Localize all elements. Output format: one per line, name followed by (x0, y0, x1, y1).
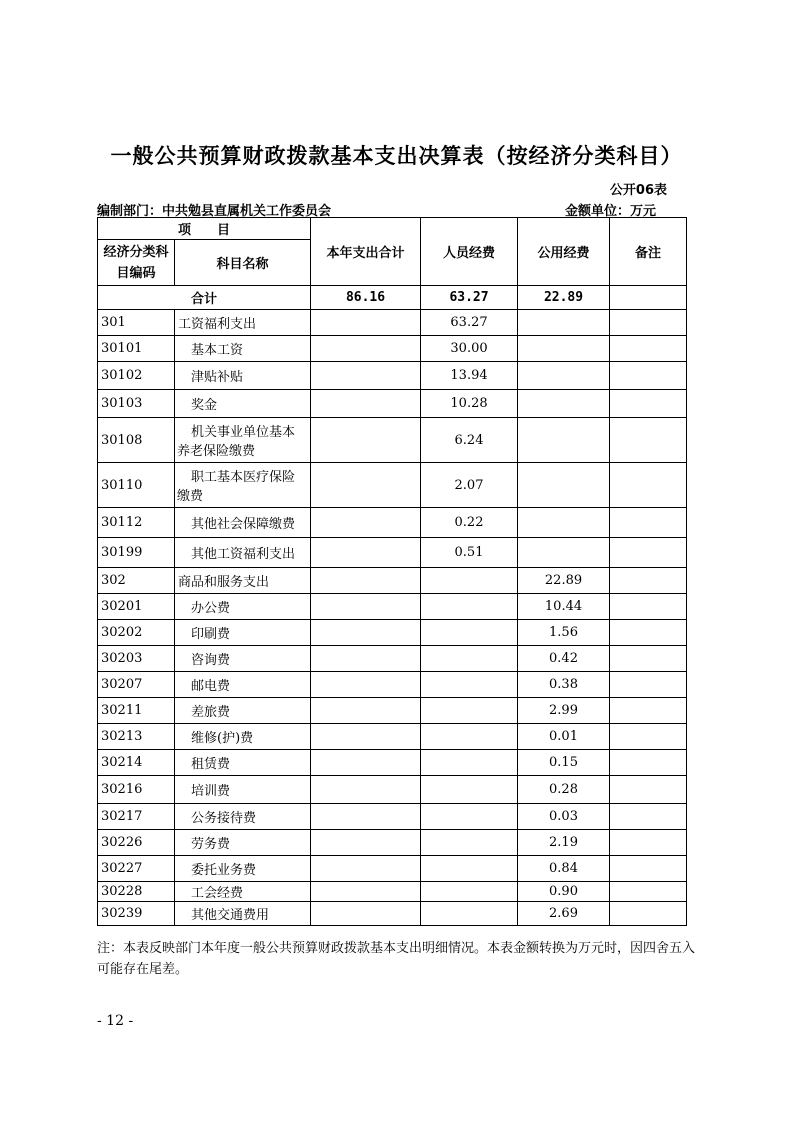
header-remark: 备注 (610, 218, 687, 286)
row-code: 30108 (98, 418, 175, 463)
row-name: 委托业务费 (175, 856, 311, 882)
table-row (98, 538, 687, 568)
row-name: 办公费 (175, 594, 311, 620)
row-code: 30217 (98, 804, 175, 830)
row-public: 0.90 (518, 882, 610, 902)
row-remark (610, 776, 687, 804)
table-row (98, 804, 687, 830)
row-remark (610, 390, 687, 418)
row-public: 22.89 (518, 568, 610, 594)
row-personnel (421, 568, 518, 594)
row-remark (610, 698, 687, 724)
row-personnel (421, 594, 518, 620)
row-personnel: 13.94 (421, 362, 518, 390)
row-public (518, 538, 610, 568)
table-row (98, 390, 687, 418)
total-public: 22.89 (518, 286, 610, 310)
table-row (98, 672, 687, 698)
header-row-1 (98, 218, 687, 240)
row-total (311, 902, 421, 926)
row-public (518, 508, 610, 538)
row-total (311, 418, 421, 463)
row-name: 商品和服务支出 (175, 568, 311, 594)
row-name: 工资福利支出 (175, 310, 311, 336)
table-row (98, 594, 687, 620)
row-code: 30214 (98, 750, 175, 776)
page-number: - 12 - (97, 1013, 134, 1029)
row-public: 0.28 (518, 776, 610, 804)
row-public: 2.19 (518, 830, 610, 856)
row-public: 0.42 (518, 646, 610, 672)
row-name: 劳务费 (175, 830, 311, 856)
table-row (98, 830, 687, 856)
department-label: 编制部门：中共勉县直属机关工作委员会 (97, 204, 332, 219)
row-code: 302 (98, 568, 175, 594)
row-name: 差旅费 (175, 698, 311, 724)
row-personnel (421, 776, 518, 804)
row-remark (610, 672, 687, 698)
row-remark (610, 463, 687, 508)
row-remark (610, 724, 687, 750)
footnote: 注：本表反映部门本年度一般公共预算财政拨款基本支出明细情况。本表金额转换为万元时，因四舍五入可能存在尾差。 (97, 941, 696, 977)
row-personnel: 6.24 (421, 418, 518, 463)
header-code: 经济分类科目编码 (98, 240, 175, 286)
row-name: 工会经费 (175, 882, 311, 902)
row-remark (610, 830, 687, 856)
row-public: 0.15 (518, 750, 610, 776)
row-remark (610, 594, 687, 620)
row-personnel (421, 620, 518, 646)
row-public (518, 463, 610, 508)
table-row (98, 336, 687, 362)
row-personnel (421, 672, 518, 698)
row-total (311, 362, 421, 390)
row-name: 奖金 (175, 390, 311, 418)
header-name: 科目名称 (175, 240, 311, 286)
row-code: 30201 (98, 594, 175, 620)
row-name: 津贴补贴 (175, 362, 311, 390)
form-number: 公开06表 (609, 183, 667, 198)
row-total (311, 776, 421, 804)
row-remark (610, 418, 687, 463)
row-code: 30112 (98, 508, 175, 538)
row-name: 机关事业单位基本养老保险缴费 (175, 418, 311, 463)
row-public: 0.01 (518, 724, 610, 750)
row-name: 咨询费 (175, 646, 311, 672)
row-total (311, 310, 421, 336)
row-code: 30199 (98, 538, 175, 568)
row-personnel (421, 830, 518, 856)
expenditure-table (97, 217, 687, 926)
table-row (98, 724, 687, 750)
row-total (311, 463, 421, 508)
row-code: 30103 (98, 390, 175, 418)
row-remark (610, 508, 687, 538)
row-name: 公务接待费 (175, 804, 311, 830)
table-row (98, 856, 687, 882)
row-public (518, 362, 610, 390)
row-name: 培训费 (175, 776, 311, 804)
row-personnel: 0.22 (421, 508, 518, 538)
row-personnel (421, 698, 518, 724)
row-remark (610, 362, 687, 390)
row-code: 30207 (98, 672, 175, 698)
row-public: 0.03 (518, 804, 610, 830)
table-row (98, 508, 687, 538)
table-row (98, 310, 687, 336)
row-remark (610, 568, 687, 594)
row-public: 0.38 (518, 672, 610, 698)
row-remark (610, 750, 687, 776)
row-name: 邮电费 (175, 672, 311, 698)
row-personnel (421, 902, 518, 926)
table-row (98, 568, 687, 594)
row-total (311, 672, 421, 698)
table-row (98, 418, 687, 463)
row-name: 维修(护)费 (175, 724, 311, 750)
table-row (98, 646, 687, 672)
row-remark (610, 804, 687, 830)
row-remark (610, 882, 687, 902)
row-code: 30102 (98, 362, 175, 390)
row-total (311, 646, 421, 672)
row-personnel (421, 724, 518, 750)
row-total (311, 620, 421, 646)
total-personnel: 63.27 (421, 286, 518, 310)
row-code: 30101 (98, 336, 175, 362)
page-title: 一般公共预算财政拨款基本支出决算表（按经济分类科目） (110, 144, 683, 168)
row-public: 1.56 (518, 620, 610, 646)
row-total (311, 698, 421, 724)
row-public: 2.99 (518, 698, 610, 724)
table-row (98, 776, 687, 804)
row-name: 租赁费 (175, 750, 311, 776)
table-row (98, 902, 687, 926)
row-total (311, 568, 421, 594)
row-code: 30211 (98, 698, 175, 724)
row-code: 30239 (98, 902, 175, 926)
row-name: 印刷费 (175, 620, 311, 646)
row-name: 职工基本医疗保险缴费 (175, 463, 311, 508)
row-personnel: 2.07 (421, 463, 518, 508)
row-remark (610, 336, 687, 362)
row-public: 2.69 (518, 902, 610, 926)
row-code: 30216 (98, 776, 175, 804)
row-personnel (421, 804, 518, 830)
row-name: 基本工资 (175, 336, 311, 362)
row-personnel: 63.27 (421, 310, 518, 336)
row-public (518, 310, 610, 336)
table-row (98, 463, 687, 508)
row-public (518, 418, 610, 463)
row-personnel: 30.00 (421, 336, 518, 362)
row-remark (610, 538, 687, 568)
row-public: 0.84 (518, 856, 610, 882)
header-public: 公用经费 (518, 218, 610, 286)
total-label: 合计 (98, 286, 311, 310)
row-total (311, 804, 421, 830)
row-total (311, 724, 421, 750)
row-remark (610, 856, 687, 882)
table-row (98, 750, 687, 776)
row-remark (610, 646, 687, 672)
row-total (311, 750, 421, 776)
row-code: 30213 (98, 724, 175, 750)
row-code: 30202 (98, 620, 175, 646)
row-code: 30203 (98, 646, 175, 672)
table-row (98, 362, 687, 390)
row-remark (610, 620, 687, 646)
row-personnel: 0.51 (421, 538, 518, 568)
row-total (311, 508, 421, 538)
amount-unit-label: 金额单位：万元 (565, 204, 657, 219)
row-personnel (421, 750, 518, 776)
table-row (98, 620, 687, 646)
row-personnel: 10.28 (421, 390, 518, 418)
row-public: 10.44 (518, 594, 610, 620)
header-item-group: 项 目 (98, 218, 311, 240)
row-name: 其他交通费用 (175, 902, 311, 926)
row-personnel (421, 856, 518, 882)
total-row (98, 286, 687, 310)
row-name: 其他工资福利支出 (175, 538, 311, 568)
row-total (311, 856, 421, 882)
row-code: 30110 (98, 463, 175, 508)
total-amount: 86.16 (311, 286, 421, 310)
row-total (311, 594, 421, 620)
row-public (518, 390, 610, 418)
row-total (311, 830, 421, 856)
table-row (98, 882, 687, 902)
row-total (311, 882, 421, 902)
row-personnel (421, 646, 518, 672)
header-personnel: 人员经费 (421, 218, 518, 286)
row-name: 其他社会保障缴费 (175, 508, 311, 538)
header-total: 本年支出合计 (311, 218, 421, 286)
row-total (311, 538, 421, 568)
row-total (311, 390, 421, 418)
row-code: 30228 (98, 882, 175, 902)
row-code: 301 (98, 310, 175, 336)
row-code: 30227 (98, 856, 175, 882)
row-public (518, 336, 610, 362)
row-total (311, 336, 421, 362)
table-row (98, 698, 687, 724)
row-code: 30226 (98, 830, 175, 856)
row-remark (610, 310, 687, 336)
total-remark (610, 286, 687, 310)
row-personnel (421, 882, 518, 902)
row-remark (610, 902, 687, 926)
